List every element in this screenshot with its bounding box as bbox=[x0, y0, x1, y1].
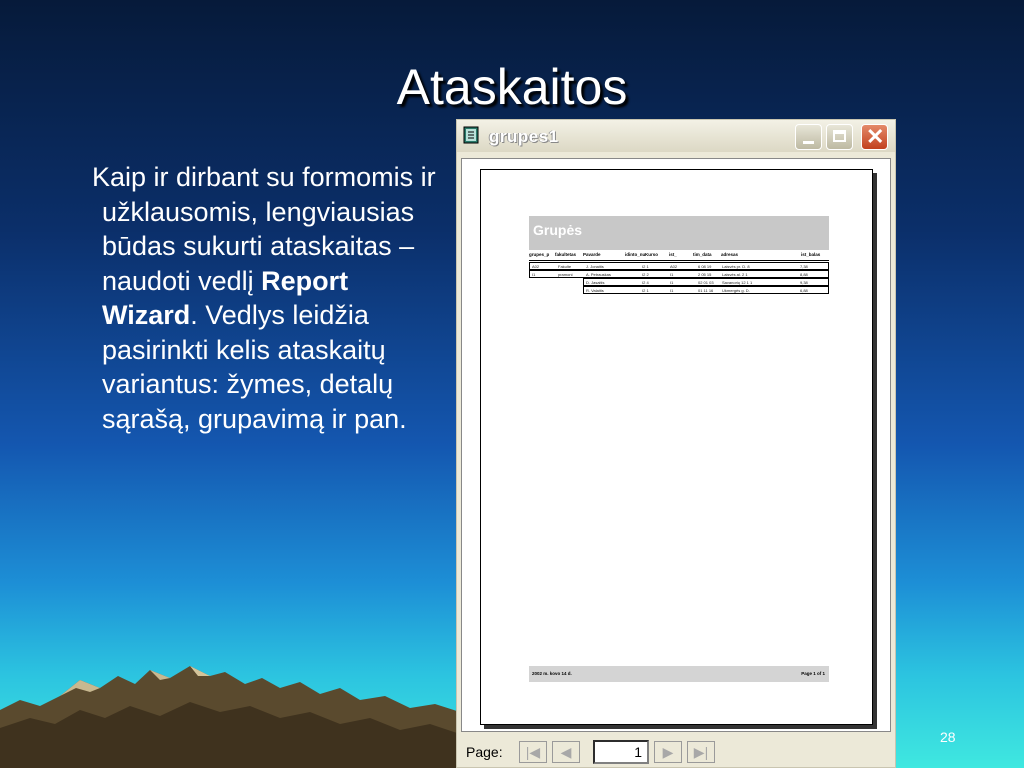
last-page-icon: ▶| bbox=[693, 744, 709, 760]
table-cell: 02 01 03 bbox=[698, 280, 714, 285]
table-row bbox=[529, 270, 829, 278]
table-cell: I1 bbox=[670, 288, 674, 293]
column-header: fakultetas bbox=[555, 252, 577, 257]
next-page-icon: ▶ bbox=[662, 744, 674, 760]
report-page bbox=[480, 169, 873, 725]
report-footer-page: Page 1 of 1 bbox=[801, 671, 825, 676]
table-cell: I2 1 bbox=[642, 264, 649, 269]
window-title: grupes1 bbox=[489, 127, 559, 146]
page-navigation-bar bbox=[457, 737, 895, 767]
column-header: grupes_p bbox=[529, 252, 550, 257]
window-titlebar[interactable] bbox=[457, 120, 895, 152]
column-header: ist_ bbox=[669, 252, 677, 257]
report-footer-date: 2002 m. kovo 14 d. bbox=[532, 671, 572, 676]
slide-title: Ataskaitos bbox=[396, 59, 628, 115]
minimize-button[interactable] bbox=[795, 124, 822, 150]
table-cell: 9,38 bbox=[800, 280, 808, 285]
maximize-button[interactable] bbox=[826, 124, 853, 150]
column-header-rule bbox=[529, 260, 829, 261]
next-page-button[interactable] bbox=[654, 741, 682, 763]
table-cell: pramoni bbox=[558, 272, 573, 277]
table-cell: I2 4 bbox=[642, 280, 649, 285]
table-cell: I2 1 bbox=[642, 288, 649, 293]
column-header: adresas bbox=[721, 252, 739, 257]
close-button[interactable] bbox=[861, 124, 888, 150]
table-cell: R. Valaitis bbox=[586, 288, 604, 293]
table-cell: 2 05 15 bbox=[698, 272, 712, 277]
table-cell: Ukmergės g. D. bbox=[722, 288, 750, 293]
previous-page-icon: ◀ bbox=[560, 744, 572, 760]
table-row bbox=[583, 278, 829, 286]
slide-number: 28 bbox=[940, 729, 956, 745]
table-cell: 7,38 bbox=[800, 264, 808, 269]
body-text-part2: . Vedlys leidžia pasirinkti kelis ataskaitų variantus: žymes, detalų sąrašą, grupavimą ir pan. bbox=[102, 300, 407, 434]
table-cell: 01 11 16 bbox=[698, 288, 714, 293]
column-header: tim_data bbox=[693, 252, 712, 257]
table-cell: Savanorių 12 1 1 bbox=[722, 280, 753, 285]
slide-body-text bbox=[92, 160, 437, 436]
table-row bbox=[583, 286, 829, 294]
body-text-bold: Report Wizard bbox=[102, 265, 349, 330]
column-header: Kurso bbox=[645, 252, 659, 257]
column-header: ist_balas bbox=[801, 252, 821, 257]
mountains-decoration bbox=[0, 658, 460, 768]
table-cell: A02 bbox=[532, 264, 540, 269]
table-cell: 6 08 19 bbox=[698, 264, 712, 269]
table-cell: D. Jasaitis bbox=[586, 280, 605, 285]
table-cell: I1 bbox=[670, 280, 674, 285]
report-title: Grupės bbox=[533, 222, 583, 238]
column-header: Pavarde bbox=[583, 252, 601, 257]
table-cell: 8,88 bbox=[800, 272, 808, 277]
report-column-headers bbox=[529, 252, 829, 260]
table-cell: I2 2 bbox=[642, 272, 649, 277]
print-preview-area[interactable] bbox=[461, 158, 891, 732]
table-row bbox=[529, 262, 829, 270]
body-paragraph bbox=[92, 160, 437, 436]
report-header bbox=[529, 216, 829, 250]
first-page-button[interactable] bbox=[519, 741, 547, 763]
page-label: Page: bbox=[466, 744, 503, 760]
previous-page-button[interactable] bbox=[552, 741, 580, 763]
body-text-part1: Kaip ir dirbant su formomis ir užklausomis, lengviausias būdas sukurti ataskaitas – naudoti vedlį bbox=[92, 162, 436, 296]
last-page-button[interactable] bbox=[687, 741, 715, 763]
table-cell: 6,88 bbox=[800, 288, 808, 293]
report-footer bbox=[529, 666, 829, 682]
table-cell: Fakulte bbox=[558, 264, 572, 269]
table-cell: Laisvės pr. D. 8 bbox=[722, 264, 750, 269]
page-number-input[interactable]: 1 bbox=[593, 740, 649, 764]
report-preview-window bbox=[456, 119, 896, 768]
table-cell: I1 bbox=[670, 272, 674, 277]
close-icon: ✕ bbox=[866, 124, 885, 149]
table-cell: A02 bbox=[670, 264, 678, 269]
table-cell: J. Jonaitis bbox=[586, 264, 604, 269]
table-cell: Laisvės al. 2 1 bbox=[722, 272, 748, 277]
column-header: idinto_nu bbox=[625, 252, 646, 257]
first-page-icon: |◀ bbox=[525, 744, 541, 760]
report-icon bbox=[463, 126, 479, 144]
table-cell: A. Petrauskas bbox=[586, 272, 611, 277]
table-cell: I1 bbox=[532, 272, 536, 277]
